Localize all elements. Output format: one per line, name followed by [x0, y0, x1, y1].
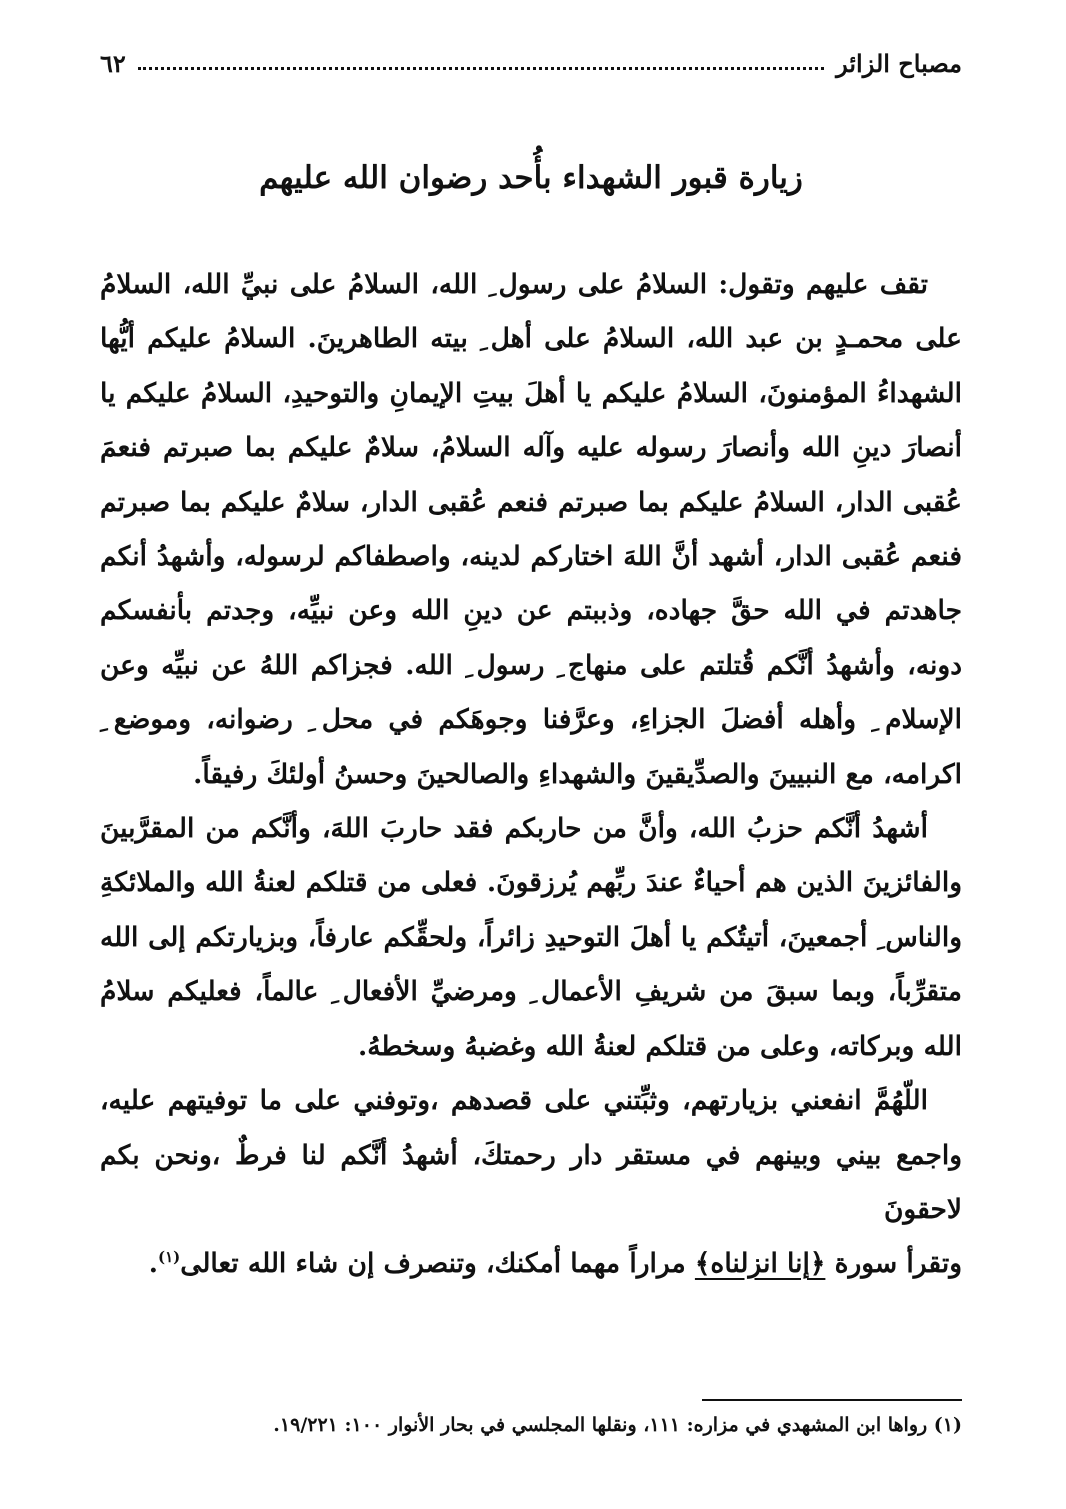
page-number: ٦٢ [100, 49, 126, 78]
footnote-marker: (١) [157, 1248, 181, 1267]
header-dot-leader [138, 67, 824, 70]
section-title: زيارة قبور الشهداء بأُحد رضوان الله عليهم [259, 160, 803, 196]
closing-end: . [148, 1248, 158, 1280]
paragraph-2: أشهدُ أنَّكم حزبُ الله، وأنَّ من حاربكم فقد حاربَ اللهَ، وأنَّكم من المقرَّبينَ والفائزينَ الذين هم أحياءٌ عندَ ربِّهم يُرزقونَ. فعلى من قتلكم لعنةُ الله والملائكةِ والناس ِ أجمعينَ، أتيتُكم يا أهلَ التوحيدِ زائراً، ولحقِّكم عارفاً، وبزيارتكم إلى الله متقرِّباً، وبما سبقَ من شريفِ الأعمال ِ ومرضيِّ الأفعال ِ عالماً، فعليكم سلامُ الله وبركاته، وعلى من قتلكم لعنةُ الله وغضبهُ وسخطهُ. [100, 813, 962, 1062]
footnote: (١) رواها ابن المشهدي في مزاره: ١١١، ونقلها المجلسي في بحار الأنوار ١٠٠: ١٩/٢٢١. [273, 1414, 962, 1436]
closing-before: وتقرأ سورة [834, 1248, 962, 1280]
body-text [100, 258, 962, 1292]
closing-after: مراراً مهما أمكنك، وتنصرف إن شاء الله تعالى [180, 1248, 686, 1280]
running-header [100, 38, 962, 78]
surah-name: ﴿إنا انزلناه﴾ [694, 1248, 826, 1280]
footnote-divider [702, 1399, 962, 1401]
paragraph-3-text: اللّهُمَّ انفعني بزيارتهم، وثبِّتني على قصدهم ،وتوفني على ما توفيتهم عليه، واجمع بيني وبينهم في مستقر دار رحمتكَ، أشهدُ أنَّكم لنا فرطٌ ،ونحن بكم لاحقونَ [100, 1085, 962, 1225]
paragraph-3 [100, 1074, 962, 1292]
book-title: مصباح الزائر [836, 49, 962, 78]
paragraph-1: تقف عليهم وتقول: السلامُ على رسول ِ الله، السلامُ على نبيِّ الله، السلامُ على محمـدٍ بن عبد الله، السلامُ على أهل ِ بيته الطاهرينَ. السلامُ عليكم أيُّها الشهداءُ المؤمنونَ، السلامُ عليكم يا أهلَ بيتِ الإيمانِ والتوحيدِ، السلامُ عليكم يا أنصارَ دينِ الله وأنصارَ رسوله عليه وآله السلامُ، سلامٌ عليكم بما صبرتم فنعمَ عُقبى الدار، السلامُ عليكم بما صبرتم فنعم عُقبى الدار، سلامٌ عليكم بما صبرتم فنعم عُقبى الدار، أشهد أنَّ اللهَ اختاركم لدينه، واصطفاكم لرسوله، وأشهدُ أنكم جاهدتم في الله حقَّ جهاده، وذببتم عن دينِ الله وعن نبيِّه، وجدتم بأنفسكم دونه، وأشهدُ أنَّكم قُتلتم على منهاج ِ رسول ِ الله. فجزاكم اللهُ عن نبيِّه وعن الإسلام ِ وأهله أفضلَ الجزاءِ، وعرَّفنا وجوهَكم في محل ِ رضوانه، وموضع ِ اكرامه، مع النبيينَ والصدِّيقينَ والشهداءِ والصالحينَ وحسنُ أولئكَ رفيقاً. [100, 269, 962, 790]
